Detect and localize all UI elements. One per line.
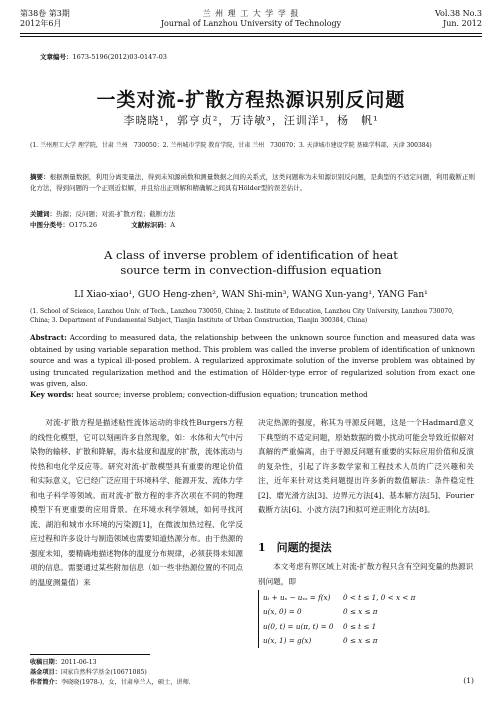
footnote-fund [30, 668, 250, 678]
article-number [40, 52, 167, 61]
body-column-right: 决定热源的强度，称其为寻源反问题，这是一个Hadmard意义下典型的不适定问题，原始数据的微小扰动可能会导致近似解对真解的严重偏离，由于寻源反问题有重要的实际应用价值和反演的复杂性，引起了许多数学家和工程技术人员的广泛兴趣和关注，近年来针对这类问题提出许多新的数值解法：条件稳定性[2]、磨光滑方法[3]、边界元方法[4]、基本解方法[5]、Fourier截断方法[6]、小波方法[7]和拟可逆正则化方法[8]。 [258, 418, 474, 514]
doc-code-label: 文献标识码： [131, 221, 171, 229]
equation-row [263, 605, 463, 620]
equation-lhs: u(0, t) = u(π, t) = 0 [263, 621, 334, 631]
keywords-en-text: heat source; inverse problem; convection-diffusion equation; truncation method [73, 390, 368, 399]
paper-title-en-line1: A class of inverse problem of identification of heat [104, 248, 398, 262]
header-journal [0, 9, 502, 29]
keywords-en [30, 390, 368, 399]
equation-system [258, 590, 463, 648]
fund-text: 国家自然科学基金(10671085) [60, 669, 147, 676]
section-1-text: 本文考虑有界区域上对流-扩散方程只含有空间变量的热源识别问题，即 [258, 562, 474, 586]
abstract-en-label: Abstract: [30, 333, 67, 342]
header-vol-no: Vol.38 No.3 [435, 9, 482, 18]
classification-cn [30, 220, 175, 229]
equation-lhs: u(x, 1) = g(x) [263, 636, 312, 646]
equation-domain: 0 ≤ x ≤ π [343, 636, 378, 646]
keywords-cn-text: 热源；反问题；对流-扩散方程；截断方法 [56, 210, 176, 218]
equation-row [263, 590, 463, 605]
footnote-rule [30, 654, 150, 655]
author-bio-label: 作者简介： [30, 679, 61, 686]
received-date: 2011-06-13 [60, 659, 97, 666]
header-rule-top [20, 33, 482, 34]
clc-value: O175.26 [69, 221, 98, 229]
header-vol-en [435, 9, 482, 29]
header-volume-issue: 第38卷 第3期 [20, 9, 70, 18]
paper-title-en-line2: source term in convection-diffusion equation [120, 263, 382, 277]
received-label: 收稿日期： [30, 659, 61, 666]
equation-domain: 0 ≤ t ≤ 1 [343, 621, 377, 631]
keywords-en-label: Key words: [30, 390, 74, 399]
abstract-cn [30, 172, 475, 193]
equation-domain: 0 ≤ x ≤ π [343, 607, 378, 617]
article-number-value: 1673-5196(2012)03-0147-03 [72, 53, 167, 61]
keywords-cn [30, 209, 175, 218]
authors-en: LI Xiao-xiao¹, GUO Heng-zhen², WAN Shi-min³, WANG Xun-yang¹, YANG Fan¹ [74, 290, 428, 300]
header-journal-en: Journal of Lanzhou University of Technology [160, 19, 342, 28]
authors-cn: 李晓晓¹，郭亨贞²，万诗敏³，汪训洋¹，杨 帆¹ [123, 114, 379, 127]
section-1-heading: 1 问题的提法 [258, 541, 332, 554]
equation-row [263, 619, 463, 634]
clc-label: 中图分类号： [30, 221, 69, 229]
equation-row [263, 634, 463, 649]
header-date-en: Jun. 2012 [443, 19, 482, 28]
footnote [30, 658, 250, 688]
affiliation-en: (1. School of Science, Lanzhou Univ. of Tech., Lanzhou 730050, China; 2. Institute of Education, Lanzhou City University, Lanzhou 730070, China; 3. Department of Fundamental Subject, Tianjin Institute of Urban Construction, Tianjin 300384, China) [30, 308, 454, 324]
abstract-cn-label: 摘要： [30, 173, 50, 181]
keywords-cn-label: 关键词： [30, 210, 56, 218]
equation-number: (1) [463, 676, 474, 685]
abstract-en-text: According to measured data, the relationship between the unknown source function and measured data was obtained by using variable separation method. This problem was called the inverse problem of identification of unknown source and was a typical ill-posed problem. A regularized approximate solution of the inverse problem was obtained by using truncated regularization method and the estimation of Hölder-type error of regularized solution from exact one was given, also. [30, 333, 475, 388]
abstract-cn-text: 根据测量数据，利用分离变量法，得到未知源函数和测量数据之间的关系式，这类问题称为未知源识别反问题，是典型的不适定问题，利用截断正则化方法，得到问题的一个正则近似解，并且给出正则解和精确解之间具有Hölder型的误差估计。 [30, 173, 476, 192]
paper-title-en [0, 248, 502, 278]
footnote-received [30, 658, 250, 668]
equation-lhs: u(x, 0) = 0 [263, 607, 302, 617]
body-column-left: 对流-扩散方程是描述粘性流体运动的非线性Burgers方程的线性化模型，它可以刻画许多自然现象，如：水体和大气中污染物的输移、扩散和降解，海水盐度和温度的扩散，流体流动与传热和电化学反应等。研究对流-扩散模型具有重要的理论价值和实际意义，它已经广泛应用于环境科学、能源开发、流体力学和电子科学等领域。而对流-扩散方程的非齐次项在不同的物理模型下有更重要的应用背景。在环境水利学领域，如何寻找河流、湖泊和城市水环境的污染源[1]，在微波加热过程、化学反应过程和许多设计与制造领域也需要知道热源分布。由于热源的强度未知，要精确地描述物体的温度分布规律，必须获得未知源项的信息。需要通过某些附加信息（如一些非热源位置的不同点的温度测量值）来 [30, 418, 243, 587]
fund-label: 基金项目： [30, 669, 61, 676]
affiliation-cn: (1. 兰州理工大学 理学院，甘肃 兰州 730050；2. 兰州城市学院 教育学院，甘肃 兰州 730070；3. 天津城市建设学院 基础学科部，天津 300384) [30, 142, 432, 149]
equation-domain: 0 < t ≤ 1, 0 < x < π [343, 592, 416, 602]
footnote-author [30, 678, 250, 688]
author-bio-text: 李晓晓(1978-)，女，甘肃皋兰人，硕士，讲师. [60, 679, 191, 686]
article-number-label: 文章编号： [40, 53, 73, 61]
doc-code-value: A [170, 221, 175, 229]
equation-lhs: uₜ + uₓ − uₓₓ = f(x) [263, 592, 331, 602]
abstract-en [30, 332, 475, 390]
header-date-cn: 2012年6月 [20, 19, 62, 28]
header-journal-cn: 兰 州 理 工 大 学 学 报 [202, 9, 300, 18]
paper-title-cn: 一类对流-扩散方程热源识别反问题 [96, 89, 406, 111]
header-rule-bottom [20, 36, 482, 37]
